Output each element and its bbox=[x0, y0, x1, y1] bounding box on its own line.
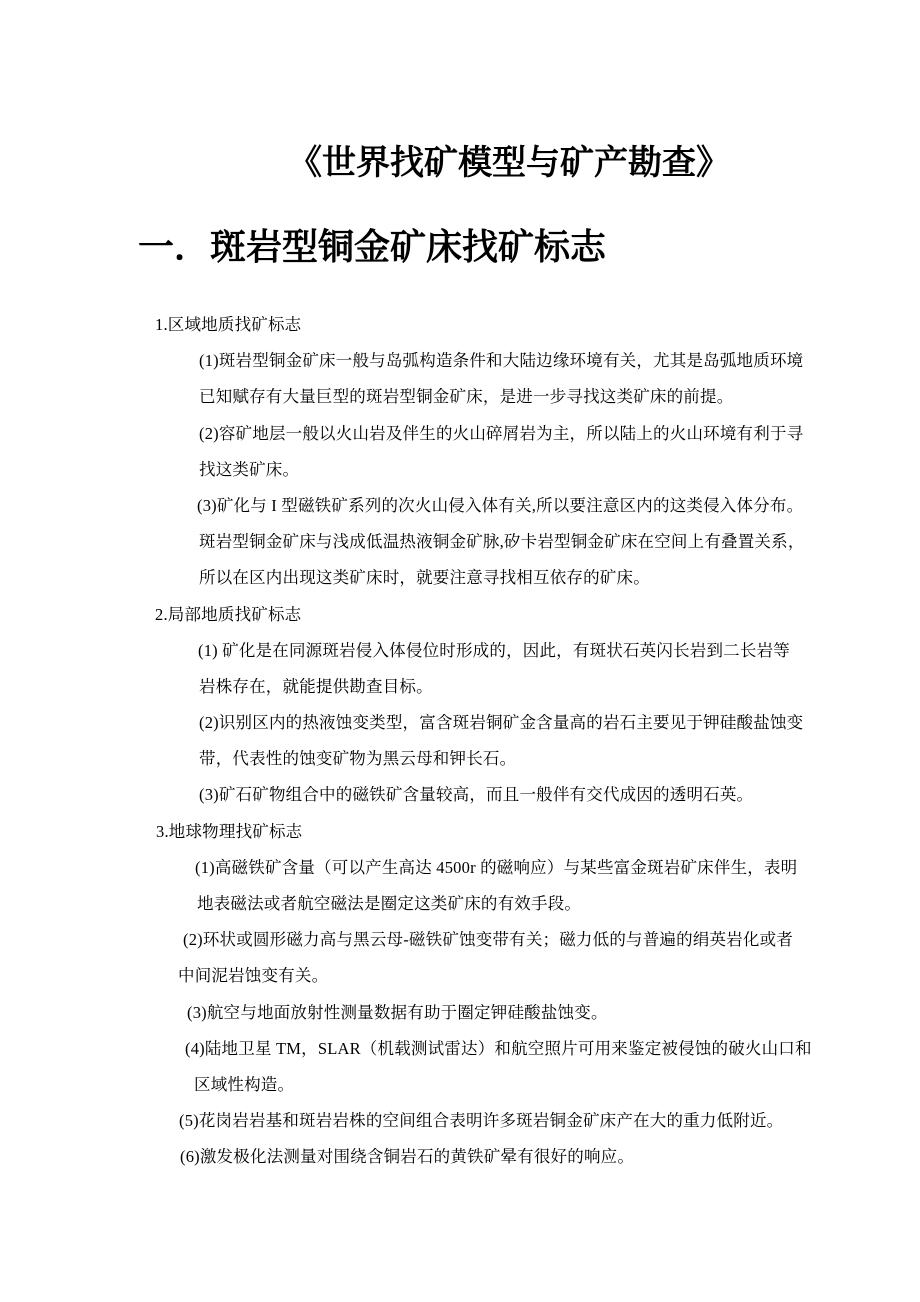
section-heading: 一．斑岩型铜金矿床找矿标志 bbox=[138, 227, 607, 267]
text-line: (6)激发极化法测量对围绕含铜岩石的黄铁矿晕有很好的响应。 bbox=[180, 1147, 635, 1167]
text-line: (4)陆地卫星 TM，SLAR（机载测试雷达）和航空照片可用来鉴定被侵蚀的破火山口和 bbox=[185, 1038, 812, 1058]
text-line: (3)航空与地面放射性测量数据有助于圈定钾硅酸盐蚀变。 bbox=[187, 1002, 608, 1022]
text-line: 岩株存在，就能提供勘查目标。 bbox=[199, 676, 433, 696]
text-line: (1)高磁铁矿含量（可以产生高达 4500r 的磁响应）与某些富金斑岩矿床伴生，表明 bbox=[195, 857, 798, 877]
text-line: 3.地球物理找矿标志 bbox=[156, 821, 303, 841]
text-line: 1.区域地质找矿标志 bbox=[155, 315, 302, 334]
document-body bbox=[0, 307, 920, 1176]
text-line: (2)识别区内的热液蚀变类型，富含斑岩铜矿金含量高的岩石主要见于钾硅酸盐蚀变 bbox=[199, 713, 804, 733]
text-line: (3)矿石矿物组合中的磁铁矿含量较高，而且一般伴有交代成因的透明石英。 bbox=[199, 785, 754, 805]
text-line: 已知赋存有大量巨型的斑岩型铜金矿床，是进一步寻找这类矿床的前提。 bbox=[199, 387, 734, 407]
text-line: 地表磁法或者航空磁法是圈定这类矿床的有效手段。 bbox=[197, 894, 582, 913]
text-line: 2.局部地质找矿标志 bbox=[155, 604, 302, 624]
text-line: (2)容矿地层一般以火山岩及伴生的火山碎屑岩为主，所以陆上的火山环境有利于寻 bbox=[199, 423, 804, 443]
text-line: 找这类矿床。 bbox=[199, 459, 300, 479]
text-line: (2)环状或圆形磁力高与黑云母-磁铁矿蚀变带有关；磁力低的与普遍的绢英岩化或者 bbox=[183, 930, 794, 950]
text-line: (3)矿化与 I 型磁铁矿系列的次火山侵入体有关,所以要注意区内的这类侵入体分布。 bbox=[197, 495, 804, 515]
text-line: (1)斑岩型铜金矿床一般与岛弧构造条件和大陆边缘环境有关，尤其是岛弧地质环境 bbox=[199, 351, 804, 371]
text-line: (1) 矿化是在同源斑岩侵入体侵位时形成的，因此，有斑状石英闪长岩到二长岩等 bbox=[198, 640, 790, 660]
document-title: 《世界找矿模型与矿产勘查》 bbox=[288, 145, 730, 182]
text-line: 中间泥岩蚀变有关。 bbox=[178, 966, 329, 986]
text-line: 斑岩型铜金矿床与浅成低温热液铜金矿脉,矽卡岩型铜金矿床在空间上有叠置关系， bbox=[199, 532, 805, 552]
text-line: 所以在区内出现这类矿床时，就要注意寻找相互依存的矿床。 bbox=[199, 568, 650, 588]
text-line: 带，代表性的蚀变矿物为黑云母和钾长石。 bbox=[199, 749, 517, 769]
text-line: 区域性构造。 bbox=[194, 1074, 295, 1094]
text-line: (5)花岗岩岩基和斑岩岩株的空间组合表明许多斑岩铜金矿床产在大的重力低附近。 bbox=[179, 1111, 784, 1131]
